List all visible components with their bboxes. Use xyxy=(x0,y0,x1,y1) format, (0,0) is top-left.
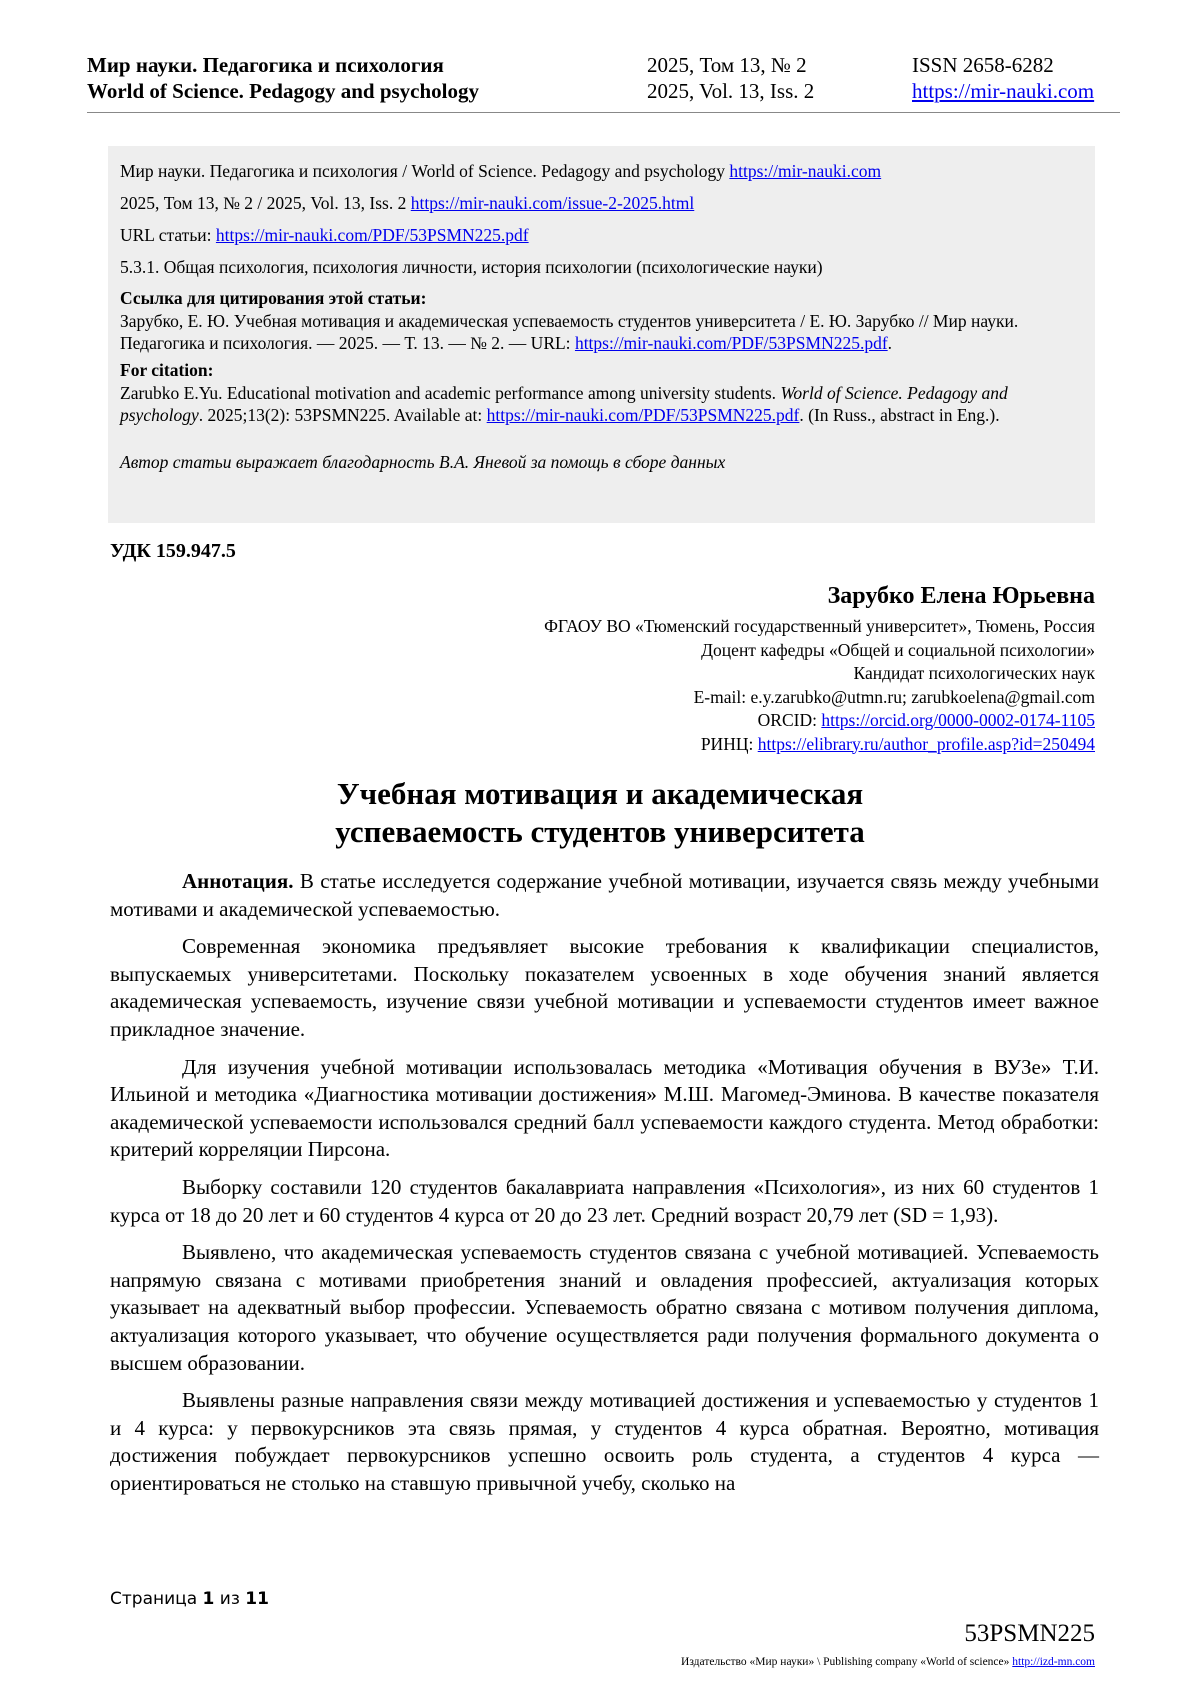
header-divider xyxy=(87,112,1120,113)
article-url-label: URL статьи: xyxy=(120,225,212,245)
author-email: E-mail: e.y.zarubko@utmn.ru; zarubkoelena@gmail.com xyxy=(693,686,1095,707)
running-header xyxy=(87,52,1120,112)
cite-ru-heading: Ссылка для цитирования этой статьи: xyxy=(120,288,427,308)
author-degree: Кандидат психологических наук xyxy=(853,663,1095,683)
cite-en-link[interactable]: https://mir-nauki.com/PDF/53PSMN225.pdf xyxy=(486,405,800,425)
cite-ru-end: . xyxy=(887,333,893,353)
abstract xyxy=(110,868,1099,1507)
cite-en-end: . (In Russ., abstract in Eng.). xyxy=(799,405,1000,425)
publisher-text: Издательство «Мир науки» \ Publishing company «World of science» xyxy=(681,1656,1010,1668)
journal-line xyxy=(120,160,1085,183)
journal-title-en: World of Science. Pedagogy and psychology xyxy=(87,79,480,103)
journal-title-block xyxy=(87,52,479,104)
issue-ru: 2025, Том 13, № 2 xyxy=(647,53,807,77)
specialty-line: 5.3.1. Общая психология, психология личности, история психологии (психологические науки) xyxy=(120,257,823,277)
citation-box xyxy=(108,146,1095,523)
journal-site-link[interactable]: https://mir-nauki.com xyxy=(912,79,1095,103)
author-position: Доцент кафедры «Общей и социальной психологии» xyxy=(701,639,1095,660)
abstract-paragraph xyxy=(110,868,1099,923)
issn-block xyxy=(912,52,1094,104)
title-line-2: успеваемость студентов университета xyxy=(335,814,865,849)
page-current: 1 xyxy=(202,1589,215,1609)
cite-ru-block xyxy=(120,287,1085,355)
cite-en-journal: World of Science. Pedagogy and psychology xyxy=(120,382,1008,425)
udk-code: УДК 159.947.5 xyxy=(110,540,236,562)
abstract-paragraph: Для изучения учебной мотивации использовалась методика «Мотивация обучения в ВУЗе» Т.И. Ильиной и методика «Диагностика мотивации достижения» М.Ш. Магомед-Эминова. В качестве показателя академической успеваемости использовался средний балл успеваемости каждого студента. Метод обработки: критерий корреляции Пирсона. xyxy=(110,1054,1099,1162)
issue-line-link[interactable]: https://mir-nauki.com/issue-2-2025.html xyxy=(410,193,695,213)
article-url-link[interactable]: https://mir-nauki.com/PDF/53PSMN225.pdf xyxy=(215,225,529,245)
journal-title-ru: Мир науки. Педагогика и психология xyxy=(87,53,444,77)
article-title xyxy=(100,775,1100,851)
cite-en-heading: For citation: xyxy=(120,360,214,380)
page-number xyxy=(110,1589,269,1609)
cite-ru-text: Зарубко, Е. Ю. Учебная мотивация и академическая успеваемость студентов университета / Е. Ю. Зарубко // Мир науки. Педагогика и психология. — 2025. — Т. 13. — № 2. — URL: xyxy=(120,310,1019,353)
issue-line xyxy=(120,192,1085,215)
journal-line-link[interactable]: https://mir-nauki.com xyxy=(729,161,882,181)
issue-line-text: 2025, Том 13, № 2 / 2025, Vol. 13, Iss. 2 xyxy=(120,193,407,213)
rinc-label: РИНЦ: xyxy=(700,733,754,754)
author-block xyxy=(195,580,1095,756)
title-line-1: Учебная мотивация и академическая xyxy=(336,776,864,811)
page-of: из xyxy=(219,1589,240,1609)
publisher-line xyxy=(681,1656,1095,1668)
issue-block xyxy=(647,52,814,104)
acknowledgement: Автор статьи выражает благодарность В.А. Яневой за помощь в сборе данных xyxy=(120,452,726,472)
issn: ISSN 2658-6282 xyxy=(912,53,1054,77)
abstract-p1: В статье исследуется содержание учебной мотивации, изучается связь между учебными мотивами и академической успеваемостью. xyxy=(110,869,1099,921)
issue-en: 2025, Vol. 13, Iss. 2 xyxy=(647,79,815,103)
orcid-link[interactable]: https://orcid.org/0000-0002-0174-1105 xyxy=(821,710,1095,730)
page-prefix: Страница xyxy=(110,1589,198,1609)
article-code: 53PSMN225 xyxy=(964,1620,1095,1647)
abstract-paragraph: Выборку составили 120 студентов бакалавриата направления «Психология», из них 60 студентов 1 курса от 18 до 20 лет и 60 студентов 4 курса от 20 до 23 лет. Средний возраст 20,79 лет (SD = 1,93). xyxy=(110,1174,1099,1227)
author-orcid xyxy=(195,709,1095,733)
orcid-label: ORCID: xyxy=(757,710,817,730)
cite-ru-link[interactable]: https://mir-nauki.com/PDF/53PSMN225.pdf xyxy=(574,333,888,353)
journal-line-text: Мир науки. Педагогика и психология / World of Science. Pedagogy and psychology xyxy=(120,161,725,181)
author-affiliation: ФГАОУ ВО «Тюменский государственный университет», Тюмень, Россия xyxy=(544,616,1095,636)
abstract-label: Аннотация. xyxy=(182,869,294,893)
author-rinc xyxy=(195,733,1095,757)
page-total: 11 xyxy=(245,1589,269,1609)
publisher-link[interactable]: http://izd-mn.com xyxy=(1012,1656,1095,1668)
cite-en-block xyxy=(120,359,1085,427)
rinc-link[interactable]: https://elibrary.ru/author_profile.asp?id=250494 xyxy=(757,733,1095,754)
cite-en-text: Zarubko E.Yu. Educational motivation and academic performance among university students. xyxy=(120,382,777,403)
cite-en-tail: . 2025;13(2): 53PSMN225. Available at: xyxy=(198,405,483,425)
author-name: Зарубко Елена Юрьевна xyxy=(827,583,1095,609)
abstract-paragraph: Выявлено, что академическая успеваемость студентов связана с учебной мотивацией. Успеваемость напрямую связана с мотивами приобретения знаний и овладения профессией, актуализация которых указывает на адекватный выбор профессии. Успеваемость обратно связана с мотивом получения диплома, актуализация которого указывает, что обучение осуществляется ради получения формального документа о высшем образовании. xyxy=(110,1240,1099,1375)
abstract-paragraph: Современная экономика предъявляет высокие требования к квалификации специалистов, выпускаемых университетами. Поскольку показателем усвоенных в ходе обучения знаний является академическая успеваемость, изучение связи учебной мотивации и успеваемости студентов имеет важное прикладное значение. xyxy=(110,934,1099,1041)
article-url-line xyxy=(120,224,1085,247)
abstract-paragraph: Выявлены разные направления связи между мотивацией достижения и успеваемостью у студентов 1 и 4 курса: у первокурсников эта связь прямая, у студентов 4 курса обратная. Вероятно, мотивация достижения побуждает первокурсников успешно освоить роль студента, а студентов 4 курса — ориентироваться не столько на ставшую привычной учебу, сколько на xyxy=(110,1388,1099,1495)
